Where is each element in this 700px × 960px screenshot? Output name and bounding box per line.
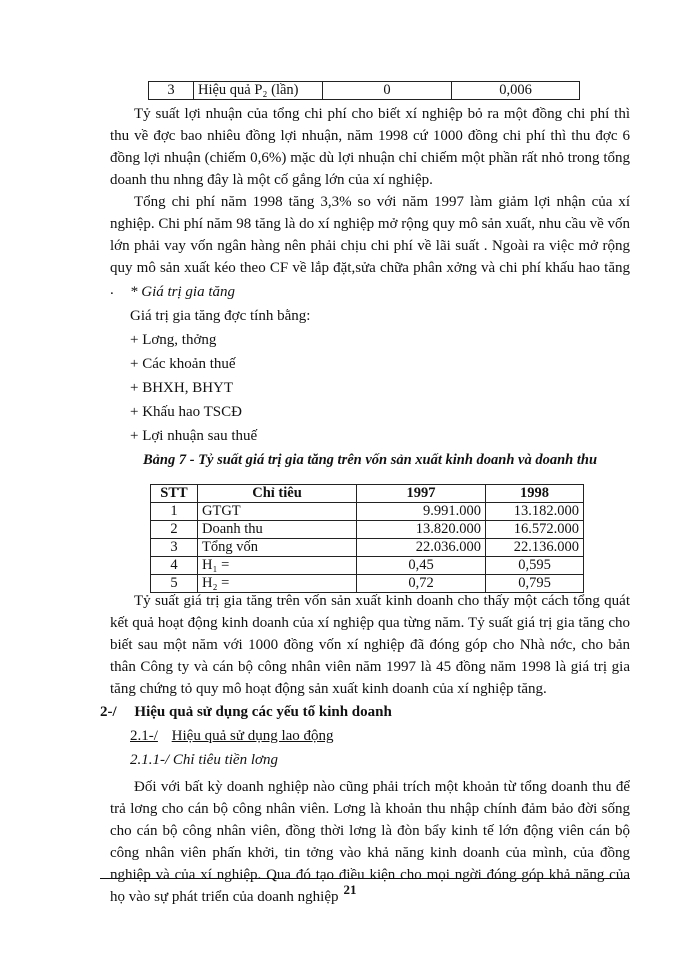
value-1997-cell: 13.820.000 [357, 521, 486, 539]
table-row [151, 539, 584, 557]
value-1997-cell: 0,72 [357, 575, 486, 593]
stt-cell: 1 [151, 503, 198, 521]
section-number: 2.1-/ [130, 728, 158, 744]
table-caption: Bảng 7 - Tỷ suất giá trị gia tăng trên vốn sản xuất kinh doanh và doanh thu [142, 452, 598, 468]
value-1998-cell: 0,795 [486, 575, 584, 593]
list-item: + Lơng, thởng [130, 332, 217, 348]
section-2-1-heading [130, 728, 334, 745]
gtgt-heading: * Giá trị gia tăng [130, 284, 236, 300]
list-item: + BHXH, BHYT [130, 380, 234, 396]
label-cell: Hiệu quả P₂ (lần) [194, 82, 323, 100]
paragraph-profit-ratio: Tỷ suất lợi nhuận của tổng chi phí cho biết xí nghiệp bỏ ra một đồng chi phí thì thu về đợc bao nhiêu đồng lợi nhuận, năm 1998 cứ 1000 đồng chi phí thì thu đợc 6 đồng lợi nhuận (chiếm 0,6%) mặc dù lợi nhuận chỉ chiếm một phần rất nhỏ trong tổng doanh thu nhng đây là một cố gắng lớn của xí nghiệp. [110, 106, 630, 188]
footer-divider [100, 878, 630, 879]
value-1998-cell: 0,006 [452, 82, 580, 100]
value-1997-cell: 22.036.000 [357, 539, 486, 557]
header-1998: 1998 [486, 485, 584, 503]
top-table [148, 81, 580, 100]
gtgt-intro: Giá trị gia tăng đợc tính bằng: [130, 308, 311, 324]
stt-cell: 2 [151, 521, 198, 539]
value-1998-cell: 13.182.000 [486, 503, 584, 521]
section-number: 2-/ [100, 704, 117, 720]
paragraph-wages: Đối với bất kỳ doanh nghiệp nào cũng phải trích một khoản từ tổng doanh thu để trả lơng cho cán bộ công nhân viên. Lơng là khoản thu nhập chính đảm bảo đời sống cho cán bộ công nhân viên, đồng thời lơng là đòn bẩy kinh tế lớn động viên cán bộ công nhân viên phấn khởi, tin tởng vào khả năng kinh doanh của mình, của đồng nghiệp và của xí nghiệp. Qua đó tạo điều kiện cho mọi ngời đóng góp khả năng của họ vào sự phát triển của doanh nghiệp [110, 779, 630, 905]
table-row [151, 521, 584, 539]
table-row [149, 82, 580, 100]
table-header-row [151, 485, 584, 503]
header-1997: 1997 [357, 485, 486, 503]
label-cell: Tổng vốn [198, 539, 357, 557]
label-cell: GTGT [198, 503, 357, 521]
table-row [151, 503, 584, 521]
section-title: Hiệu quả sử dụng lao động [171, 728, 334, 744]
stt-cell: 3 [151, 539, 198, 557]
list-item: + Lợi nhuận sau thuế [130, 428, 258, 444]
value-1998-cell: 22.136.000 [486, 539, 584, 557]
stt-cell: 5 [151, 575, 198, 593]
header-stt: STT [151, 485, 198, 503]
label-cell: Doanh thu [198, 521, 357, 539]
section-title: Hiệu quả sử dụng các yếu tố kinh doanh [134, 704, 392, 720]
label-cell: H₂ = [198, 575, 357, 593]
list-item: + Khấu hao TSCĐ [130, 404, 242, 420]
list-item: + Các khoản thuế [130, 356, 236, 372]
paragraph-value-added-ratio: Tỷ suất giá trị gia tăng trên vốn sản xuất kinh doanh cho thấy một cách tổng quát kết quả hoạt động kinh doanh của xí nghiệp qua từng năm. Tỷ suất giá trị gia tăng cho biết sau một năm với 1000 đồng vốn xí nghiệp đã đóng góp cho Nhà nớc, cho bản thân Công ty và cán bộ công nhân viên năm 1997 là 45 đồng năm 1998 là giá trị gia tăng chứng tỏ quy mô hoạt động sản xuất kinh doanh của xí nghiệp tăng. [110, 593, 630, 697]
stt-cell: 4 [151, 557, 198, 575]
table-7 [150, 484, 584, 593]
page-number: 21 [343, 882, 357, 897]
value-1998-cell: 16.572.000 [486, 521, 584, 539]
section-2-1-1-heading: 2.1.1-/ Chỉ tiêu tiền lơng [130, 752, 278, 768]
section-2-heading [100, 704, 392, 721]
value-1997-cell: 9.991.000 [357, 503, 486, 521]
table-row [151, 557, 584, 575]
paragraph-cost-increase: Tổng chi phí năm 1998 tăng 3,3% so với năm 1997 làm giảm lợi nhận của xí nghiệp. Chi phí năm 98 tăng là do xí nghiệp mở rộng quy mô sản xuất, nhu cầu về vốn lớn phải vay vốn ngân hàng nên phải chịu chi phí về lãi suất . Ngoài ra việc mở rộng quy mô sản xuất kéo theo CF về lắp đặt,sửa chữa phân xởng và chi phí khấu hao tăng . [110, 194, 630, 298]
value-1997-cell: 0,45 [357, 557, 486, 575]
value-1998-cell: 0,595 [486, 557, 584, 575]
label-cell: H₁ = [198, 557, 357, 575]
stt-cell: 3 [149, 82, 194, 100]
value-1997-cell: 0 [323, 82, 452, 100]
header-indicator: Chỉ tiêu [198, 485, 357, 503]
